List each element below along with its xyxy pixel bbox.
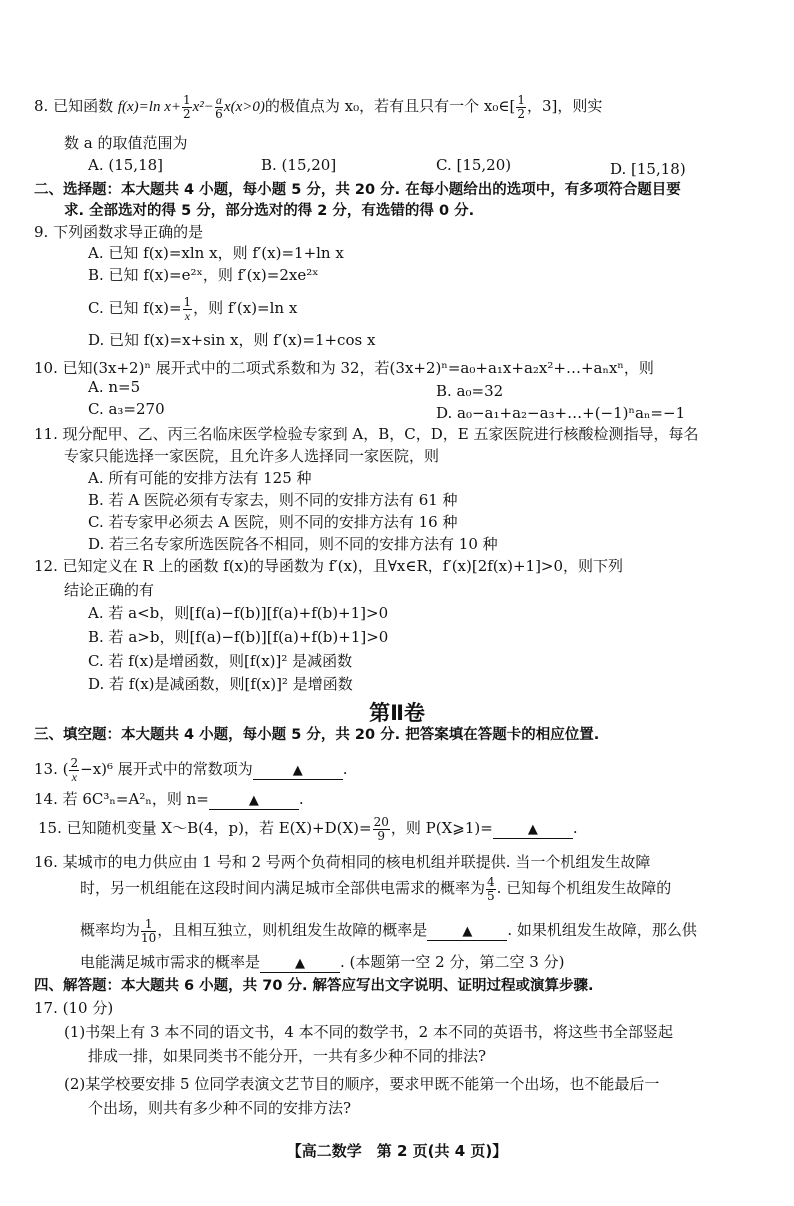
q9-option-a: A. 已知 f(x)=xln x，则 f′(x)=1+ln x [88,244,344,262]
q16-frac2: $\frac{1}{10}$ [141,917,157,945]
q13: 13. ( $\frac{2}{x}$ −x)⁶ 展开式中的常数项为 ▲ . [34,756,348,784]
q14: 14. 若 6C³ₙ=A²ₙ，则 n= ▲ . [34,790,304,808]
q8-frac-a6: $\frac{a}{6}$ [215,93,223,121]
q11-line1: 11. 现分配甲、乙、丙三名临床医学检验专家到 A，B，C，D，E 五家医院进行核酸检测指导，每名 [34,425,699,443]
q8-text3: ，3]，则实 [526,97,603,116]
q11-option-b: B. 若 A 医院必须有专家去，则不同的安排方法有 61 种 [88,491,458,509]
section2-title: 第Ⅱ卷 [369,701,425,725]
q16-line1: 16. 某城市的电力供应由 1 号和 2 号两个负荷相同的核电机组并联提供. 当一个机组发生故障 [34,853,651,871]
q16-answer-blank-2[interactable]: ▲ [260,954,340,973]
q16-answer-blank-1[interactable]: ▲ [427,922,507,941]
q11-option-c: C. 若专家甲必须去 A 医院，则不同的安排方法有 16 种 [88,513,458,531]
q8-text2: 的极值点为 x₀，若有且只有一个 x₀∈[ [264,97,516,116]
q8-option-a: A. (15,18] [88,156,164,174]
q13-frac: $\frac{2}{x}$ [70,756,79,784]
q8-option-c: C. [15,20) [436,156,512,174]
part4-heading: 四、解答题：本大题共 6 小题，共 70 分. 解答应写出文字说明、证明过程或演算步骤. [34,978,594,994]
page-footer: 【高二数学 第 2 页(共 4 页)】 [286,1142,508,1160]
q17-part1-line2: 排成一排，如果同类书不能分开，一共有多少种不同的排法? [88,1047,487,1065]
q12-option-b: B. 若 a>b，则[f(a)−f(b)][f(a)+f(b)+1]>0 [88,628,389,646]
q16-line4: 电能满足城市需求的概率是 ▲ . (本题第一空 2 分，第二空 3 分) [80,953,565,971]
q10-option-a: A. n=5 [88,378,141,396]
part3-heading: 三、填空题：本大题共 4 小题，每小题 5 分，共 20 分. 把答案填在答题卡的相应位置. [34,727,600,743]
q8-func3: x(x>0) [223,99,265,116]
q12-option-a: A. 若 a<b，则[f(a)−f(b)][f(a)+f(b)+1]>0 [88,604,389,622]
q12-option-d: D. 若 f(x)是减函数，则[f(x)]² 是增函数 [88,675,353,693]
part2-heading-line2: 求. 全部选对的得 5 分，部分选对的得 2 分，有选错的得 0 分. [64,203,475,219]
q17-part2-line2: 个出场，则共有多少种不同的安排方法? [88,1099,352,1117]
q8-line2: 数 a 的取值范围为 [64,134,188,152]
q8-frac-h2: $\frac{1}{2}$ [517,93,525,121]
q15-frac: $\frac{20}{9}$ [373,815,389,843]
q13-answer-blank[interactable]: ▲ [253,761,343,780]
q8-option-b: B. (15,20] [261,156,337,174]
q8-func2: x²− [192,99,214,116]
q8-option-d: D. [15,18) [610,160,686,178]
q16-line2: 时，另一机组能在这段时间内满足城市全部供电需求的概率为 $\frac{4}{5}$ . 已知每个机组发生故障的 [80,875,672,903]
q11-line2: 专家只能选择一家医院，且允许多人选择同一家医院，则 [64,447,440,465]
q10-option-b: B. a₀=32 [436,382,504,400]
q8-text: 8. 已知函数 [34,97,118,116]
q8-func: f(x)=ln x+ [117,99,181,116]
q10-stem: 10. 已知(3x+2)ⁿ 展开式中的二项式系数和为 32，若(3x+2)ⁿ=a₀+a₁x+a₂x²+…+aₙxⁿ，则 [34,359,654,377]
q8-frac-half: $\frac{1}{2}$ [183,93,191,121]
q16-frac1: $\frac{4}{5}$ [487,875,495,903]
q10-option-c: C. a₃=270 [88,400,165,418]
q12-option-c: C. 若 f(x)是增函数，则[f(x)]² 是减函数 [88,652,353,670]
q12-line1: 12. 已知定义在 R 上的函数 f(x)的导函数为 f′(x)，且∀x∈R，f′(x)[2f(x)+1]>0，则下列 [34,557,624,575]
q14-answer-blank[interactable]: ▲ [209,791,299,810]
q17-part1-line1: (1)书架上有 3 本不同的语文书，4 本不同的数学书，2 本不同的英语书，将这些书全部竖起 [64,1023,673,1041]
part2-heading-line1: 二、选择题：本大题共 4 小题，每小题 5 分，共 20 分. 在每小题给出的选项中，有多项符合题目要 [34,182,681,198]
q17-head: 17. (10 分) [34,999,114,1017]
q17-part2-line1: (2)某学校要安排 5 位同学表演文艺节目的顺序，要求甲既不能第一个出场，也不能最后一 [64,1075,660,1093]
q10-option-d: D. a₀−a₁+a₂−a₃+…+(−1)ⁿaₙ=−1 [436,404,686,422]
q9-option-b: B. 已知 f(x)=e²ˣ，则 f′(x)=2xe²ˣ [88,266,319,284]
q15: 15. 已知随机变量 X～B(4，p)，若 E(X)+D(X)= $\frac{20}{9}$ ，则 P(X⩾1)= ▲ . [38,815,578,843]
q11-option-d: D. 若三名专家所选医院各不相同，则不同的安排方法有 10 种 [88,535,498,553]
q11-option-a: A. 所有可能的安排方法有 125 种 [88,469,312,487]
q9-option-c: C. 已知 f(x)= $\frac{1}{x}$ ，则 f′(x)=ln x [88,295,298,323]
q16-line3: 概率均为 $\frac{1}{10}$ ，且相互独立，则机组发生故障的概率是 ▲ . 如果机组发生故障，那么供 [80,917,697,945]
q15-answer-blank[interactable]: ▲ [493,820,573,839]
q8-line1 [34,94,602,120]
q9-stem: 9. 下列函数求导正确的是 [34,223,204,241]
q12-line2: 结论正确的有 [64,581,155,599]
q9-frac: $\frac{1}{x}$ [183,295,192,323]
q9-option-d: D. 已知 f(x)=x+sin x，则 f′(x)=1+cos x [88,331,376,349]
